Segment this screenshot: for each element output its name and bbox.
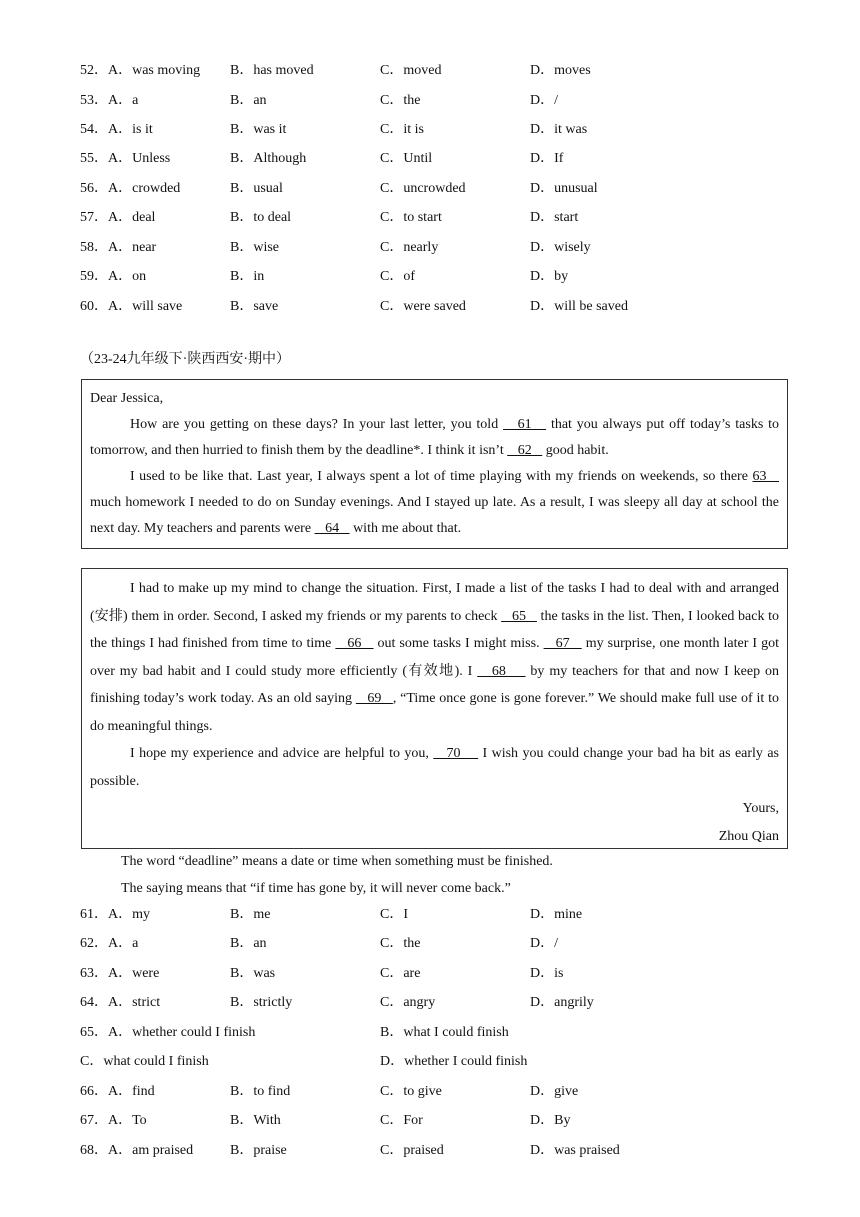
source-label: （23-24九年级下·陕西西安·期中）: [80, 352, 290, 367]
question-55: [80, 147, 800, 167]
option-d: D．moves: [530, 63, 591, 78]
option-d: D．was praised: [530, 1143, 620, 1158]
option-c: C．praised: [380, 1143, 444, 1158]
option-b: B．usual: [230, 181, 283, 196]
note-deadline: The word “deadline” means a date or time when something must be finished.: [121, 854, 553, 869]
option-b: B．has moved: [230, 63, 314, 78]
blank-64: 64: [314, 521, 350, 536]
option-a: 67．A．To: [80, 1113, 147, 1128]
paragraph-3: I had to make up my mind to change the situation. First, I made a list of the tasks I had to deal with and arranged (安排) them in order. Second, I asked my friends or my parents to check 65 the tasks in the list. Then, I looked back to the things I had finished from time to time 66 out some tasks I might miss. 67 my surprise, one month later I got over my bad habit and I could study more efficiently (有效地). I 68 by my teachers for that and now I keep on finishing today’s work today. As an old saying 69 , “Time once gone is gone forever.” We should make full use of it to do meaningful things.: [90, 581, 780, 734]
option-a: 57．A．deal: [80, 210, 156, 225]
option-b: B．an: [230, 936, 267, 951]
option-b: B．save: [230, 299, 279, 314]
option-c: C．what could I finish: [80, 1054, 209, 1069]
option-a: 62．A．a: [80, 936, 139, 951]
paragraph-2: I used to be like that. Last year, I always spent a lot of time playing with my friends on weekends, so there 63 much homework I needed to do on Sunday evenings. And I stayed up late. As a result, I was sleepy all day at school the next day. My teachers and parents were 64 with me about that.: [90, 469, 780, 536]
blank-61: 61: [503, 417, 547, 432]
paragraph-1: How are you getting on these days? In your last letter, you told 61 that you always put off today’s tasks to tomorrow, and then hurried to finish them by the deadline*. I think it isn’t 62 good habit.: [90, 417, 780, 458]
option-c: C．to give: [380, 1084, 442, 1099]
blank-70: 70: [433, 746, 479, 761]
option-a: 59．A．on: [80, 269, 147, 284]
option-a: 60．A．will save: [80, 299, 183, 314]
option-c: C．I: [380, 907, 408, 922]
option-c: C．angry: [380, 995, 436, 1010]
option-d: D．/: [530, 93, 558, 108]
option-b: B．praise: [230, 1143, 287, 1158]
question-65-row-1: [80, 1021, 800, 1041]
option-b: B．With: [230, 1113, 281, 1128]
option-d: D．whether I could finish: [380, 1054, 528, 1069]
signature: Zhou Qian: [718, 828, 779, 844]
question-56: [80, 177, 800, 197]
question-66: [80, 1080, 800, 1100]
option-d: D．wisely: [530, 240, 591, 255]
footnotes: [121, 848, 553, 902]
question-63: [80, 962, 800, 982]
question-58: [80, 236, 800, 256]
letter-box-1: [81, 379, 788, 549]
question-68: [80, 1139, 800, 1159]
option-d: D．angrily: [530, 995, 594, 1010]
option-c: C．uncrowded: [380, 181, 466, 196]
option-b: B．to find: [230, 1084, 291, 1099]
question-53: [80, 89, 800, 109]
option-d: D．start: [530, 210, 579, 225]
option-c: C．it is: [380, 122, 424, 137]
option-d: D．by: [530, 269, 569, 284]
option-b: B．wise: [230, 240, 279, 255]
blank-65: 65: [501, 608, 537, 624]
option-b: B．strictly: [230, 995, 293, 1010]
option-d: D．/: [530, 936, 558, 951]
option-a: 58．A．near: [80, 240, 157, 255]
question-62: [80, 932, 800, 952]
blank-62: 62: [507, 443, 543, 458]
option-b: B．to deal: [230, 210, 292, 225]
option-d: D．give: [530, 1084, 579, 1099]
option-c: C．to start: [380, 210, 442, 225]
option-c: C．moved: [380, 63, 442, 78]
blank-66: 66: [335, 636, 374, 651]
option-b: B．me: [230, 907, 271, 922]
question-59: [80, 265, 800, 285]
option-a: 54．A．is it: [80, 122, 153, 137]
option-d: D．By: [530, 1113, 571, 1128]
option-c: C．For: [380, 1113, 423, 1128]
option-d: D．unusual: [530, 181, 598, 196]
question-57: [80, 206, 800, 226]
blank-67: 67: [543, 636, 582, 651]
question-65-row-2: [80, 1050, 800, 1070]
option-a: 66．A．find: [80, 1084, 155, 1099]
option-c: C．nearly: [380, 240, 439, 255]
closing: Yours,: [742, 801, 779, 816]
greeting: Dear Jessica,: [90, 391, 164, 406]
option-a: 68．A．am praised: [80, 1143, 194, 1158]
option-a: 53．A．a: [80, 93, 139, 108]
paragraph-4: I hope my experience and advice are helpful to you, 70 I wish you could change your bad ha bit as early as possible.: [90, 746, 779, 789]
option-a: 56．A．crowded: [80, 181, 181, 196]
option-c: C．are: [380, 966, 421, 981]
option-b: B．was it: [230, 122, 287, 137]
option-b: B．what I could finish: [380, 1025, 509, 1040]
option-a: 61．A．my: [80, 907, 150, 922]
option-c: C．Until: [380, 151, 433, 166]
question-61: [80, 903, 800, 923]
option-a: 63．A．were: [80, 966, 160, 981]
option-b: B．was: [230, 966, 276, 981]
question-67: [80, 1109, 800, 1129]
question-52: [80, 59, 800, 79]
note-saying: The saying means that “if time has gone by, it will never come back.”: [121, 881, 511, 896]
option-a: 52．A．was moving: [80, 63, 201, 78]
question-54: [80, 118, 800, 138]
option-b: B．in: [230, 269, 265, 284]
option-b: B．Although: [230, 151, 307, 166]
option-d: D．it was: [530, 122, 588, 137]
question-64: [80, 991, 800, 1011]
option-c: C．were saved: [380, 299, 466, 314]
option-a: 65．A．whether could I finish: [80, 1025, 256, 1040]
option-c: C．the: [380, 93, 421, 108]
blank-69: 69: [355, 691, 393, 706]
option-a: 64．A．strict: [80, 995, 161, 1010]
option-d: D．is: [530, 966, 564, 981]
blank-68: 68: [477, 663, 526, 679]
option-b: B．an: [230, 93, 267, 108]
question-60: [80, 295, 800, 315]
blank-63: 63: [752, 469, 780, 484]
option-d: D．If: [530, 151, 564, 166]
option-d: D．mine: [530, 907, 583, 922]
letter-box-2: [81, 568, 788, 849]
option-c: C．the: [380, 936, 421, 951]
option-c: C．of: [380, 269, 415, 284]
option-d: D．will be saved: [530, 299, 628, 314]
option-a: 55．A．Unless: [80, 151, 171, 166]
